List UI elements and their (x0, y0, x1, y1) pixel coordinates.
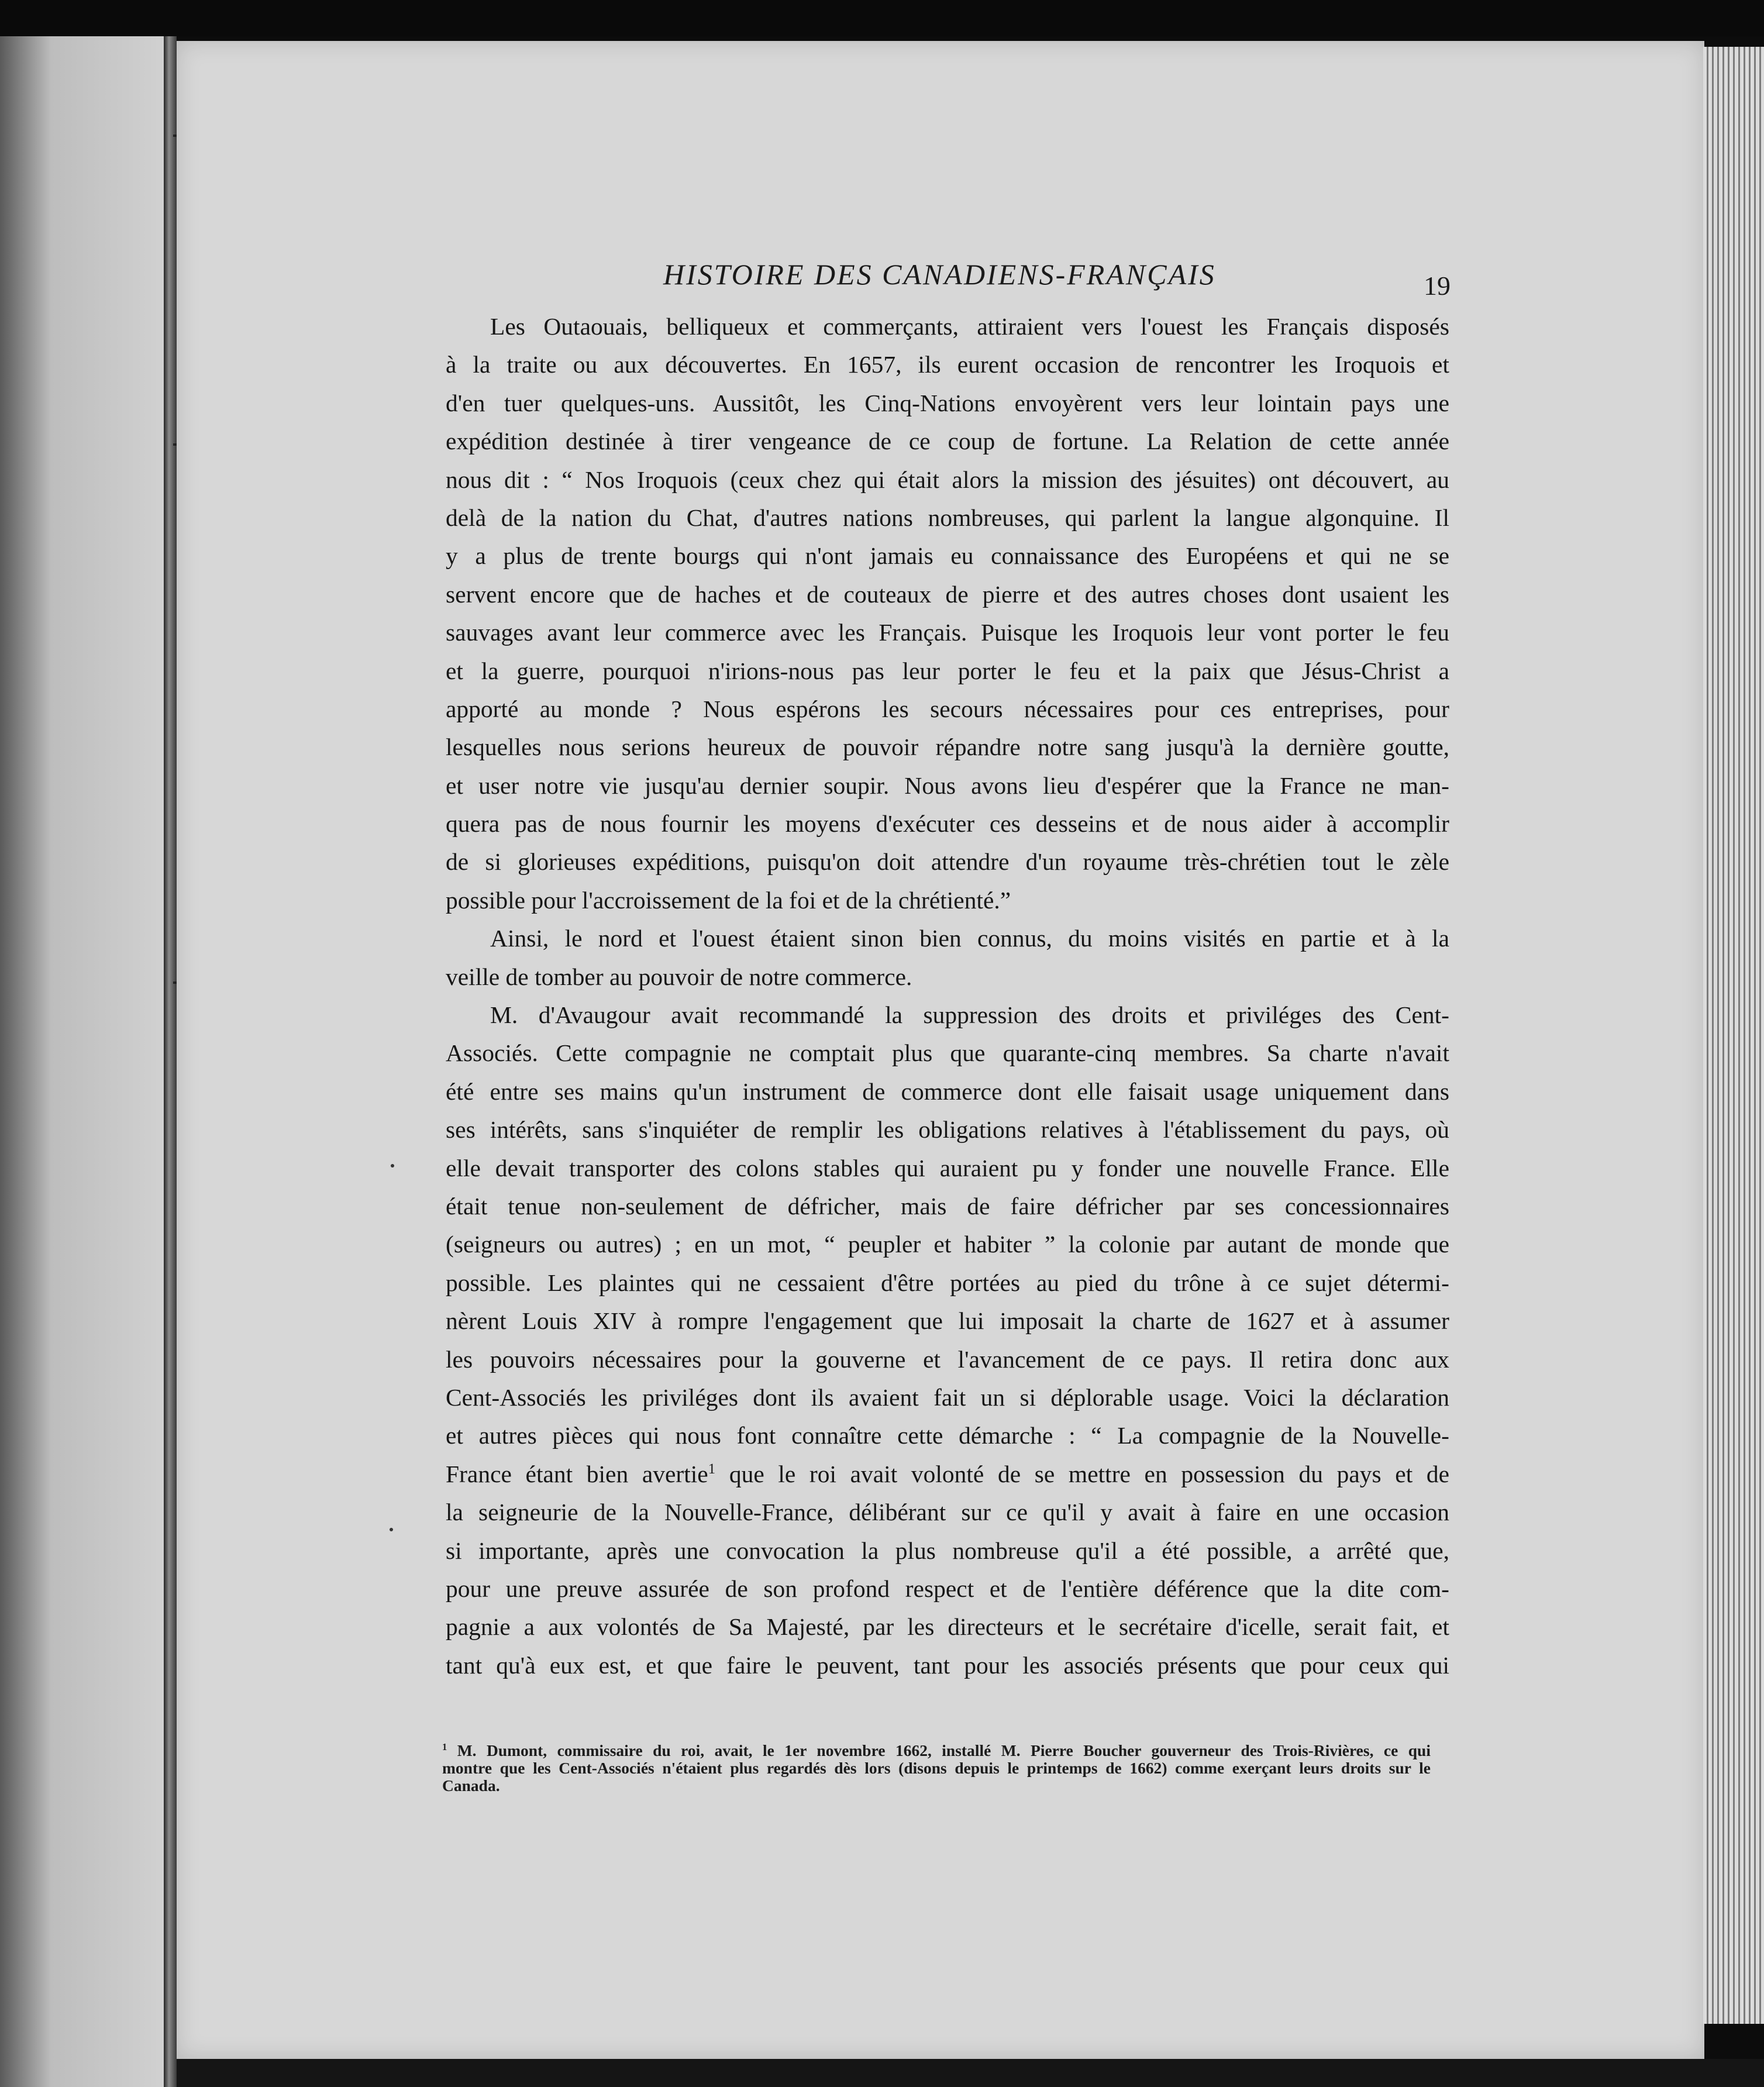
scan-border-top (0, 0, 1764, 36)
book-gutter (164, 36, 177, 2087)
text-line: tant qu'à eux est, et que faire le peuvent, tant pour les associés présents que pour ceux qui (446, 1651, 1449, 1679)
text-line: (seigneurs ou autres) ; en un mot, “ peupler et habiter ” la colonie par autant de monde que (446, 1231, 1449, 1258)
text-line: lesquelles nous serions heureux de pouvoir répandre notre sang jusqu'à la dernière goutte, (446, 733, 1449, 761)
footnote (442, 1742, 1431, 1795)
facing-page-edge (0, 36, 171, 2087)
page-number: 19 (1424, 271, 1451, 301)
text-line: elle devait transporter des colons stables qui auraient pu y fonder une nouvelle France. Elle (446, 1154, 1449, 1182)
text-line: était tenue non-seulement de défricher, mais de faire défricher par ses concessionnaires (446, 1192, 1449, 1220)
text-line: nous dit : “ Nos Iroquois (ceux chez qui était alors la mission des jésuites) ont découvert, au (446, 466, 1449, 493)
text-line: les pouvoirs nécessaires pour la gouverne et l'avancement de ce pays. Il retira donc aux (446, 1345, 1449, 1373)
text-line: apporté au monde ? Nous espérons les secours nécessaires pour ces entreprises, pour (446, 695, 1449, 722)
text-line: possible pour l'accroissement de la foi et de la chrétienté.” (446, 886, 1011, 914)
text-line: M. d'Avaugour avait recommandé la suppression des droits et priviléges des Cent- (490, 1001, 1449, 1029)
line-start: France étant bien avertie (446, 1460, 708, 1487)
scan-speck (391, 1164, 394, 1168)
text-line: nèrent Louis XIV à rompre l'engagement que lui imposait la charte de 1627 et à assumer (446, 1307, 1449, 1335)
text-line: Cent-Associés les priviléges dont ils avaient fait un si déplorable usage. Voici la déclaration (446, 1383, 1449, 1411)
text-line: expédition destinée à tirer vengeance de ce coup de fortune. La Relation de cette année (446, 428, 1449, 455)
text-line: si importante, après une convocation la plus nombreuse qu'il a été possible, a arrêté que, (446, 1537, 1449, 1564)
text-line: de si glorieuses expéditions, puisqu'on doit attendre d'un royaume très-chrétien tout le zèle (446, 848, 1449, 876)
page-stack-edges (1703, 47, 1764, 2024)
text-line: ses intérêts, sans s'inquiéter de remplir les obligations relatives à l'établissement du pays, où (446, 1116, 1449, 1144)
text-line: servent encore que de haches et de couteaux de pierre et des autres choses dont usaient les (446, 580, 1449, 608)
text-line: sauvages avant leur commerce avec les Français. Puisque les Iroquois leur vont porter le feu (446, 619, 1449, 646)
body-text (446, 308, 1449, 1723)
footnote-line (442, 1742, 1431, 1759)
footnote-line: Canada. (442, 1777, 500, 1795)
text-line: et la guerre, pourquoi n'irions-nous pas leur porter le feu et la paix que Jésus-Christ a (446, 657, 1449, 684)
running-title: HISTOIRE DES CANADIENS-FRANÇAIS (663, 258, 1216, 291)
text-line: Ainsi, le nord et l'ouest étaient sinon bien connus, du moins visités en partie et à la (490, 925, 1449, 952)
text-line: delà de la nation du Chat, d'autres nations nombreuses, qui parlent la langue algonquine. Il (446, 504, 1449, 531)
footnote-ref: 1 (708, 1461, 716, 1477)
text-line: été entre ses mains qu'un instrument de commerce dont elle faisait usage uniquement dans (446, 1077, 1449, 1105)
scan-border-bottom (177, 2059, 1764, 2087)
footnote-text: M. Dumont, commissaire du roi, avait, le 1er novembre 1662, installé M. Pierre Boucher gouverneur des Trois-Rivières, ce qui (457, 1742, 1431, 1759)
text-line: Les Outaouais, belliqueux et commerçants, attiraient vers l'ouest les Français disposés (490, 313, 1449, 340)
text-line: et autres pièces qui nous font connaître cette démarche : “ La compagnie de la Nouvelle- (446, 1422, 1449, 1449)
text-line: veille de tomber au pouvoir de notre commerce. (446, 963, 912, 990)
text-line: Associés. Cette compagnie ne comptait plus que quarante-cinq membres. Sa charte n'avait (446, 1039, 1449, 1067)
scan-speck (390, 1528, 393, 1531)
text-line: à la traite ou aux découvertes. En 1657, ils eurent occasion de rencontrer les Iroquois et (446, 351, 1449, 378)
text-line: la seigneurie de la Nouvelle-France, délibérant sur ce qu'il y avait à faire en une occasion (446, 1499, 1449, 1526)
text-line: pour une preuve assurée de son profond respect et de l'entière déférence que la dite com- (446, 1575, 1449, 1602)
footnote-line: montre que les Cent-Associés n'étaient plus regardés dès lors (disons depuis le printemps de 1662) comme exerçant leurs droits sur le (442, 1759, 1431, 1777)
line-end: que le roi avait volonté de se mettre en possession du pays et de (729, 1460, 1449, 1487)
text-line: possible. Les plaintes qui ne cessaient d'être portées au pied du trône à ce sujet détermi- (446, 1269, 1449, 1296)
text-line: pagnie a aux volontés de Sa Majesté, par les directeurs et le secrétaire d'icelle, serait fait, et (446, 1613, 1449, 1641)
text-line: d'en tuer quelques-uns. Aussitôt, les Cinq-Nations envoyèrent vers leur lointain pays une (446, 389, 1449, 416)
text-line: y a plus de trente bourgs qui n'ont jamais eu connaissance des Européens et qui ne se (446, 542, 1449, 570)
text-line: et user notre vie jusqu'au dernier soupir. Nous avons lieu d'espérer que la France ne man- (446, 772, 1449, 799)
text-line (446, 1685, 1449, 1723)
text-line: quera pas de nous fournir les moyens d'exécuter ces desseins et de nous aider à accomplir (446, 810, 1449, 838)
text-line (446, 1455, 1449, 1493)
footnote-marker: 1 (442, 1742, 447, 1752)
